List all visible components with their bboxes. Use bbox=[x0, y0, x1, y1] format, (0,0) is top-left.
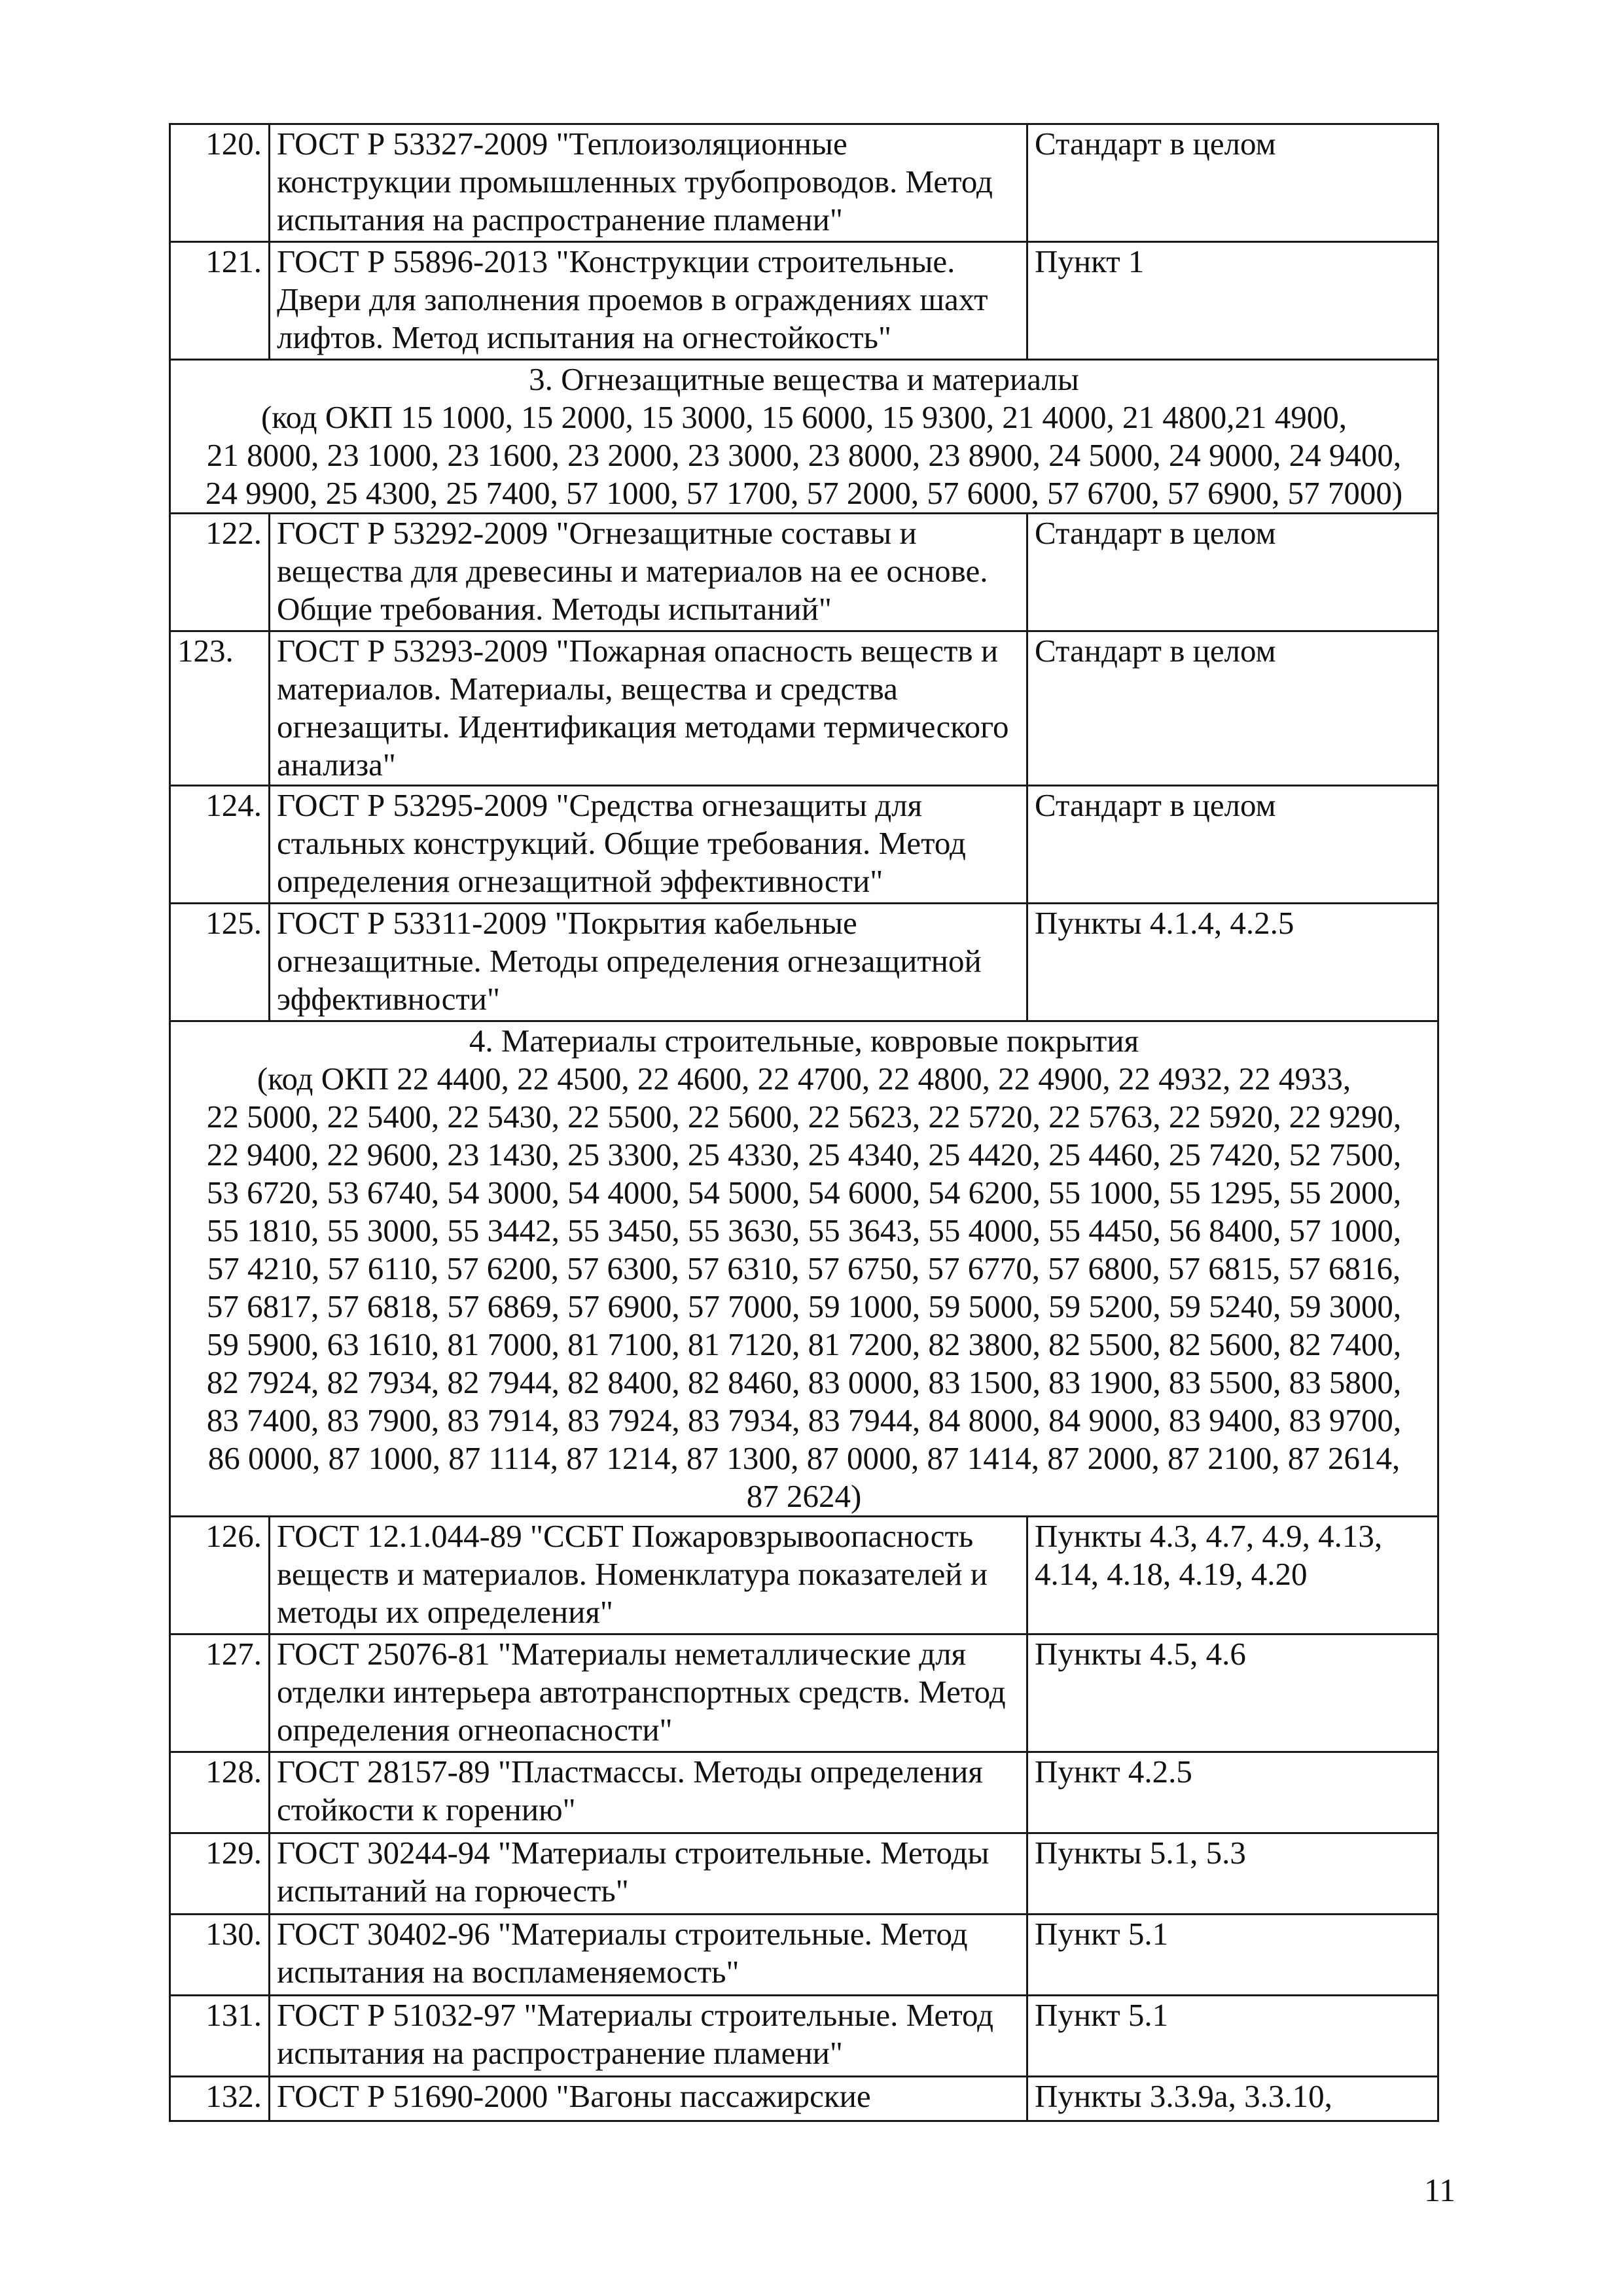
standard-title: ГОСТ Р 55896-2013 "Конструкции строительные. Двери для заполнения проемов в ограждениях шахт лифтов. Метод испытания на огнестойкость" bbox=[270, 242, 1027, 360]
table-row bbox=[170, 1634, 1438, 1752]
applicable-clauses: Стандарт в целом bbox=[1027, 124, 1438, 242]
standard-title: ГОСТ Р 53295-2009 "Средства огнезащиты для стальных конструкций. Общие требования. Метод определения огнезащитной эффективности" bbox=[270, 786, 1027, 904]
applicable-clauses: Пункт 5.1 bbox=[1027, 1915, 1438, 1996]
standard-title: ГОСТ Р 51690-2000 "Вагоны пассажирские bbox=[270, 2077, 1027, 2121]
section-codes-line: 83 7400, 83 7900, 83 7914, 83 7924, 83 7934, 83 7944, 84 8000, 84 9000, 83 9400, 83 9700, bbox=[206, 1402, 1402, 1438]
applicable-clauses: Пункты 3.3.9а, 3.3.10, bbox=[1027, 2077, 1438, 2121]
standard-title: ГОСТ Р 53311-2009 "Покрытия кабельные огнезащитные. Методы определения огнезащитной эффективности" bbox=[270, 904, 1027, 1021]
standard-title: ГОСТ 30402-96 "Материалы строительные. Метод испытания на воспламеняемость" bbox=[270, 1915, 1027, 1996]
applicable-clauses: Пункт 4.2.5 bbox=[1027, 1752, 1438, 1833]
section-heading-4 bbox=[170, 1021, 1438, 1517]
section-codes-line: 82 7924, 82 7934, 82 7944, 82 8400, 82 8460, 83 0000, 83 1500, 83 1900, 83 5500, 83 5800, bbox=[206, 1364, 1402, 1400]
table-row bbox=[170, 242, 1438, 360]
row-number: 129. bbox=[170, 1833, 270, 1915]
section-codes-line: (код ОКП 15 1000, 15 2000, 15 3000, 15 6000, 15 9300, 21 4000, 21 4800,21 4900, bbox=[260, 399, 1347, 435]
section-codes-line: 86 0000, 87 1000, 87 1114, 87 1214, 87 1300, 87 0000, 87 1414, 87 2000, 87 2100, 87 2614, bbox=[207, 1440, 1400, 1476]
applicable-clauses: Стандарт в целом bbox=[1027, 786, 1438, 904]
applicable-clauses: Стандарт в целом bbox=[1027, 631, 1438, 786]
row-number: 121. bbox=[170, 242, 270, 360]
standard-title: ГОСТ 25076-81 "Материалы неметаллические для отделки интерьера автотранспортных средств. Метод определения огнеопасности" bbox=[270, 1634, 1027, 1752]
table-row bbox=[170, 124, 1438, 242]
standard-title: ГОСТ 30244-94 "Материалы строительные. Методы испытаний на горючесть" bbox=[270, 1833, 1027, 1915]
table-row bbox=[170, 514, 1438, 631]
row-number: 132. bbox=[170, 2077, 270, 2121]
table-row bbox=[170, 1996, 1438, 2077]
standard-title: ГОСТ Р 53292-2009 "Огнезащитные составы и вещества для древесины и материалов на ее основе. Общие требования. Методы испытаний" bbox=[270, 514, 1027, 631]
table-row bbox=[170, 1833, 1438, 1915]
table-row bbox=[170, 1752, 1438, 1833]
applicable-clauses: Стандарт в целом bbox=[1027, 514, 1438, 631]
row-number: 124. bbox=[170, 786, 270, 904]
standard-title: ГОСТ Р 53327-2009 "Теплоизоляционные конструкции промышленных трубопроводов. Метод испытания на распространение пламени" bbox=[270, 124, 1027, 242]
applicable-clauses: Пункт 5.1 bbox=[1027, 1996, 1438, 2077]
applicable-clauses: Пункты 4.1.4, 4.2.5 bbox=[1027, 904, 1438, 1021]
section-codes-line: 55 1810, 55 3000, 55 3442, 55 3450, 55 3630, 55 3643, 55 4000, 55 4450, 56 8400, 57 1000, bbox=[206, 1212, 1402, 1248]
row-number: 131. bbox=[170, 1996, 270, 2077]
row-number: 120. bbox=[170, 124, 270, 242]
section-title: 4. Материалы строительные, ковровые покрытия bbox=[469, 1023, 1139, 1059]
row-number: 128. bbox=[170, 1752, 270, 1833]
row-number: 123. bbox=[170, 631, 270, 786]
row-number: 122. bbox=[170, 514, 270, 631]
section-heading-row bbox=[170, 360, 1438, 514]
section-codes-line: 21 8000, 23 1000, 23 1600, 23 2000, 23 3000, 23 8000, 23 8900, 24 5000, 24 9000, 24 9400, bbox=[206, 437, 1402, 473]
table-row bbox=[170, 786, 1438, 904]
section-title: 3. Огнезащитные вещества и материалы bbox=[529, 361, 1079, 397]
table-row bbox=[170, 2077, 1438, 2121]
section-codes-line: 59 5900, 63 1610, 81 7000, 81 7100, 81 7120, 81 7200, 82 3800, 82 5500, 82 5600, 82 7400, bbox=[206, 1326, 1402, 1362]
standard-title: ГОСТ 28157-89 "Пластмассы. Методы определения стойкости к горению" bbox=[270, 1752, 1027, 1833]
table-row bbox=[170, 904, 1438, 1021]
applicable-clauses: Пункты 4.5, 4.6 bbox=[1027, 1634, 1438, 1752]
standard-title: ГОСТ 12.1.044-89 "ССБТ Пожаровзрывоопасность веществ и материалов. Номенклатура показателей и методы их определения" bbox=[270, 1517, 1027, 1634]
section-heading-row bbox=[170, 1021, 1438, 1517]
row-number: 126. bbox=[170, 1517, 270, 1634]
standard-title: ГОСТ Р 51032-97 "Материалы строительные. Метод испытания на распространение пламени" bbox=[270, 1996, 1027, 2077]
applicable-clauses: Пункт 1 bbox=[1027, 242, 1438, 360]
section-codes-line: (код ОКП 22 4400, 22 4500, 22 4600, 22 4700, 22 4800, 22 4900, 22 4932, 22 4933, bbox=[257, 1061, 1351, 1097]
applicable-clauses: Пункты 5.1, 5.3 bbox=[1027, 1833, 1438, 1915]
section-codes-line: 87 2624) bbox=[746, 1478, 862, 1514]
row-number: 130. bbox=[170, 1915, 270, 1996]
table-row bbox=[170, 631, 1438, 786]
standards-table bbox=[169, 123, 1439, 2122]
section-codes-line: 57 4210, 57 6110, 57 6200, 57 6300, 57 6310, 57 6750, 57 6770, 57 6800, 57 6815, 57 6816, bbox=[207, 1250, 1401, 1286]
row-number: 127. bbox=[170, 1634, 270, 1752]
standard-title: ГОСТ Р 53293-2009 "Пожарная опасность веществ и материалов. Материалы, вещества и средства огнезащиты. Идентификация методами термического анализа" bbox=[270, 631, 1027, 786]
table-row bbox=[170, 1517, 1438, 1634]
section-codes-line: 53 6720, 53 6740, 54 3000, 54 4000, 54 5000, 54 6000, 54 6200, 55 1000, 55 1295, 55 2000, bbox=[206, 1174, 1402, 1210]
section-codes-line: 22 5000, 22 5400, 22 5430, 22 5500, 22 5600, 22 5623, 22 5720, 22 5763, 22 5920, 22 9290, bbox=[206, 1099, 1402, 1135]
section-heading-3 bbox=[170, 360, 1438, 514]
section-codes-line: 24 9900, 25 4300, 25 7400, 57 1000, 57 1700, 57 2000, 57 6000, 57 6700, 57 6900, 57 7000) bbox=[205, 475, 1403, 511]
page-number: 11 bbox=[1424, 2172, 1456, 2208]
section-codes-line: 22 9400, 22 9600, 23 1430, 25 3300, 25 4330, 25 4340, 25 4420, 25 4460, 25 7420, 52 7500, bbox=[206, 1137, 1402, 1173]
section-codes-line: 57 6817, 57 6818, 57 6869, 57 6900, 57 7000, 59 1000, 59 5000, 59 5200, 59 5240, 59 3000, bbox=[206, 1288, 1402, 1324]
row-number: 125. bbox=[170, 904, 270, 1021]
table-row bbox=[170, 1915, 1438, 1996]
applicable-clauses: Пункты 4.3, 4.7, 4.9, 4.13, 4.14, 4.18, 4.19, 4.20 bbox=[1027, 1517, 1438, 1634]
